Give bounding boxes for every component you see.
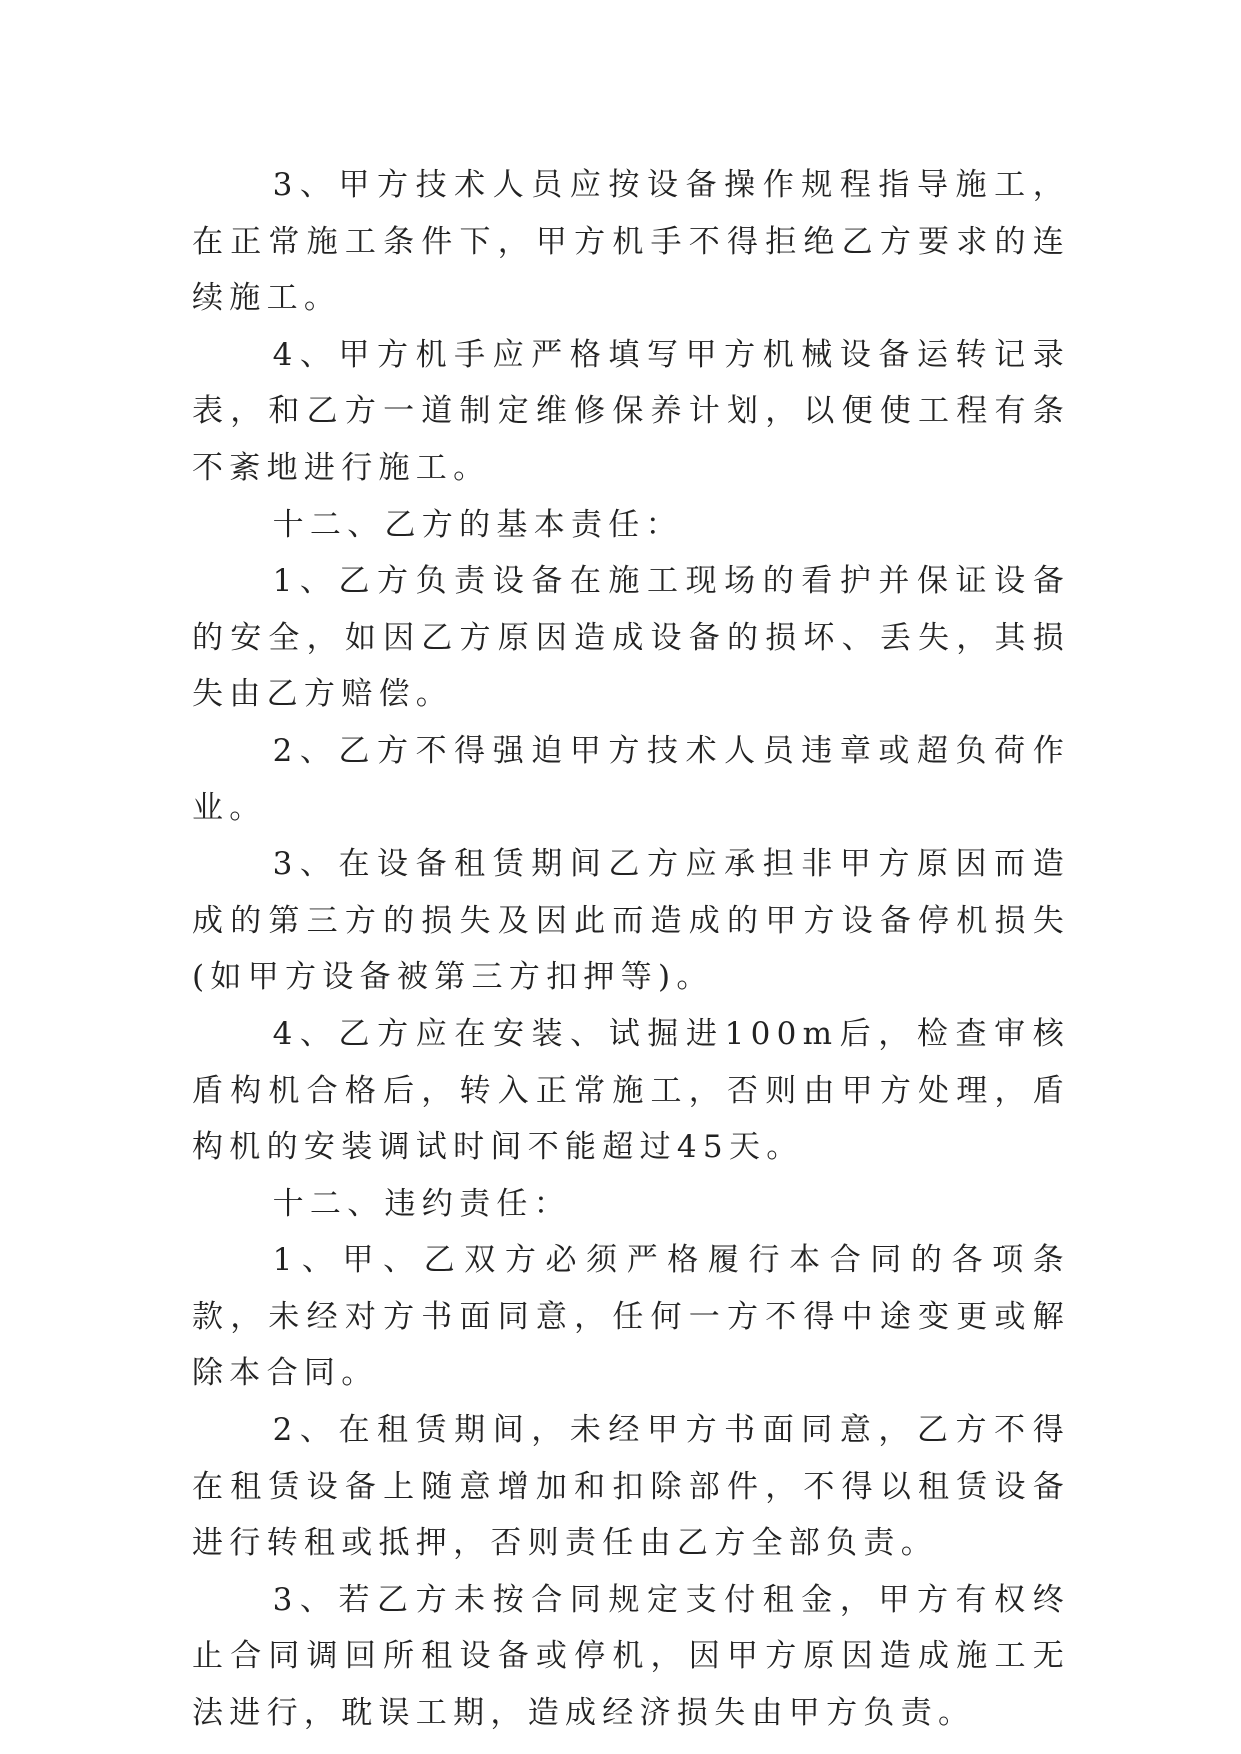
section-heading: 十二、乙方的基本责任：: [272, 506, 683, 543]
paragraph: 3、若乙方未按合同规定支付租金，甲方有权终止合同调回所租设备或停机，因甲方原因造成施工无法进行，耽误工期，造成经济损失由甲方负责。: [192, 1581, 1070, 1732]
paragraph: 3、甲方技术人员应按设备操作规程指导施工，在正常施工条件下，甲方机手不得拒绝乙方要求的连续施工。: [192, 167, 1070, 317]
paragraph: 2、乙方不得强迫甲方技术人员违章或超负荷作业。: [192, 732, 1070, 826]
paragraph: 4、甲方机手应严格填写甲方机械设备运转记录表，和乙方一道制定维修保养计划，以便使工程有条不紊地进行施工。: [192, 336, 1070, 486]
paragraph: 1、乙方负责设备在施工现场的看护并保证设备的安全，如因乙方原因造成设备的损坏、丢失，其损失由乙方赔偿。: [192, 563, 1070, 713]
section-heading: 十二、违约责任：: [272, 1185, 571, 1222]
document-body: [192, 157, 1070, 1742]
paragraph: 3、在设备租赁期间乙方应承担非甲方原因而造成的第三方的损失及因此而造成的甲方设备停机损失(如甲方设备被第三方扣押等)。: [192, 846, 1070, 996]
paragraph: 4、乙方应在安装、试掘进100m后，检查审核盾构机合格后，转入正常施工，否则由甲方处理，盾构机的安装调试时间不能超过45天。: [192, 1015, 1070, 1166]
paragraph: 2、在租赁期间，未经甲方书面同意，乙方不得在租赁设备上随意增加和扣除部件，不得以租赁设备进行转租或抵押，否则责任由乙方全部负责。: [192, 1412, 1070, 1562]
paragraph: 1、甲、乙双方必须严格履行本合同的各项条款，未经对方书面同意，任何一方不得中途变更或解除本合同。: [192, 1242, 1070, 1392]
